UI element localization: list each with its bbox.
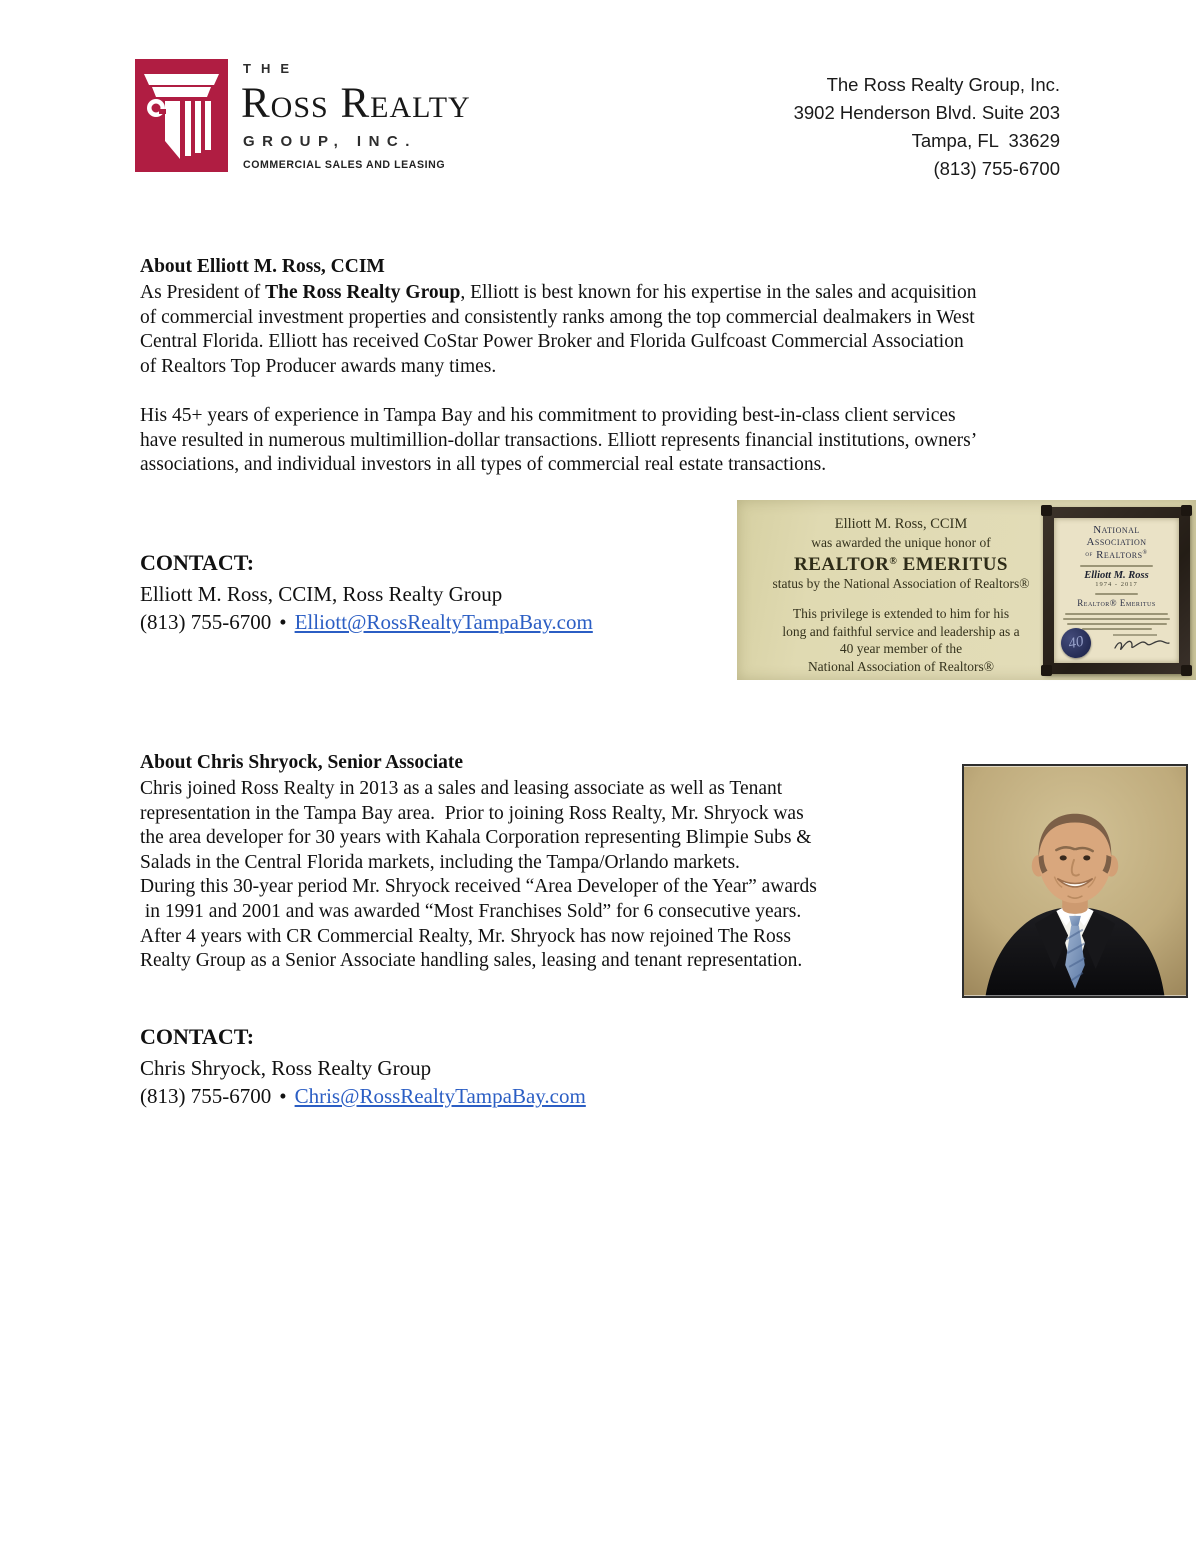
contact-label: CONTACT: bbox=[140, 1024, 255, 1049]
chris-email-link[interactable]: Chris@RossRealtyTampaBay.com bbox=[294, 1084, 586, 1108]
elliott-paragraph-2 bbox=[140, 404, 977, 478]
header-address-block bbox=[794, 71, 1060, 183]
plaque-title-line: REALTOR® EMERITUS bbox=[794, 554, 1008, 575]
plaque-inscription bbox=[743, 516, 1059, 675]
logo-text bbox=[241, 59, 541, 179]
contact-name-line: Elliott M. Ross, CCIM, Ross Realty Group bbox=[140, 582, 503, 606]
text-line: Chris joined Ross Realty in 2013 as a sales and leasing associate as well as Tenant bbox=[140, 778, 783, 799]
contact-phone-email-line bbox=[140, 1082, 586, 1110]
contact-phone: (813) 755-6700 bbox=[140, 1084, 272, 1108]
text-line: of Realtors Top Producer awards many times. bbox=[140, 355, 497, 377]
plaque-line: status by the National Association of Realtors® bbox=[772, 575, 1030, 591]
contact-name-line: Chris Shryock, Ross Realty Group bbox=[140, 1056, 432, 1080]
realtor-emeritus-plaque-photo bbox=[737, 500, 1196, 680]
text-line: representation in the Tampa Bay area. Prior to joining Ross Realty, Mr. Shryock was bbox=[140, 802, 804, 824]
text-line: the area developer for 30 years with Kahala Corporation representing Blimpie Subs & bbox=[140, 827, 812, 849]
contact-phone: (813) 755-6700 bbox=[140, 610, 272, 634]
address-city: Tampa, FL 33629 bbox=[911, 130, 1060, 151]
elliott-paragraph-1 bbox=[140, 281, 976, 379]
frame-corner bbox=[1041, 665, 1052, 676]
text-line: have resulted in numerous multimillion-dollar transactions. Elliott represents financial institutions, owners’ bbox=[140, 429, 978, 451]
frame-corner bbox=[1181, 505, 1192, 516]
chris-shryock-photo bbox=[962, 764, 1188, 998]
text-line: After 4 years with CR Commercial Realty, Mr. Shryock has now rejoined The Ross bbox=[140, 925, 791, 947]
elliott-email-link[interactable]: Elliott@RossRealtyTampaBay.com bbox=[294, 610, 593, 634]
contact-label: CONTACT: bbox=[140, 550, 255, 575]
certificate-name: Elliott M. Ross bbox=[1084, 569, 1149, 581]
fine-print-line bbox=[1080, 565, 1153, 567]
company-logo bbox=[135, 59, 541, 179]
bullet-separator: • bbox=[279, 610, 287, 634]
chris-contact-block bbox=[140, 1023, 586, 1110]
text-line: His 45+ years of experience in Tampa Bay and his commitment to providing best-in-class client services bbox=[140, 405, 956, 426]
text-line: Salads in the Central Florida markets, including the Tampa/Orlando markets. bbox=[140, 851, 740, 873]
logo-company-name: Ross Realty bbox=[241, 80, 471, 127]
plaque-line: long and faithful service and leadership as a bbox=[782, 623, 1020, 639]
plaque-line: This privilege is extended to him for his bbox=[792, 606, 1010, 621]
plaque-line: was awarded the unique honor of bbox=[811, 534, 991, 550]
logo-the: THE bbox=[243, 61, 299, 76]
text-line: Central Florida. Elliott has received CoStar Power Broker and Florida Gulfcoast Commercial Association bbox=[140, 331, 964, 352]
column-icon bbox=[135, 59, 228, 172]
text-line: During this 30-year period Mr. Shryock received “Area Developer of the Year” awards bbox=[140, 876, 817, 898]
fine-print-line bbox=[1095, 593, 1138, 595]
elliott-contact-block bbox=[140, 549, 593, 636]
bullet-separator: • bbox=[279, 1084, 287, 1108]
address-phone: (813) 755-6700 bbox=[933, 158, 1060, 179]
plaque-line: Elliott M. Ross, CCIM bbox=[834, 516, 968, 532]
seal-40-icon: 40 bbox=[1058, 625, 1094, 661]
certificate-title: Realtor® Emeritus bbox=[1077, 597, 1156, 608]
logo-tagline: COMMERCIAL SALES AND LEASING bbox=[243, 159, 446, 171]
certificate-years: 1974 - 2017 bbox=[1095, 580, 1138, 588]
fine-print-line bbox=[1082, 628, 1152, 630]
nar-logo-text: National Association of Realtors® bbox=[1085, 524, 1148, 561]
text-line: associations, and individual investors in all types of commercial real estate transactions. bbox=[140, 454, 827, 475]
framed-certificate bbox=[1043, 507, 1190, 674]
plaque-line: 40 year member of the bbox=[839, 641, 963, 656]
contact-phone-email-line bbox=[140, 608, 593, 636]
elliott-section-heading: About Elliott M. Ross, CCIM bbox=[140, 256, 385, 277]
signature-icon bbox=[1109, 631, 1171, 655]
text-line: in 1991 and 2001 and was awarded “Most Franchises Sold” for 6 consecutive years. bbox=[140, 900, 802, 922]
text-line: of commercial investment properties and consistently ranks among the top commercial dealmakers in West bbox=[140, 306, 975, 328]
frame-corner bbox=[1041, 505, 1052, 516]
text-line: As President of The Ross Realty Group, Elliott is best known for his expertise in the sales and acquisition bbox=[140, 282, 977, 303]
frame-corner bbox=[1181, 665, 1192, 676]
address-company: The Ross Realty Group, Inc. bbox=[826, 74, 1060, 95]
fine-print-line bbox=[1067, 623, 1167, 625]
portrait-illustration bbox=[964, 766, 1186, 996]
certificate-paper bbox=[1054, 518, 1179, 663]
fine-print-line bbox=[1065, 613, 1168, 615]
address-street: 3902 Henderson Blvd. Suite 203 bbox=[793, 102, 1060, 123]
text-line: Realty Group as a Senior Associate handling sales, leasing and tenant representation. bbox=[140, 950, 803, 972]
logo-group-inc: GROUP, INC. bbox=[243, 133, 417, 150]
plaque-line: National Association of Realtors® bbox=[807, 658, 995, 674]
fine-print-line bbox=[1063, 618, 1171, 620]
chris-section-heading: About Chris Shryock, Senior Associate bbox=[140, 752, 464, 773]
chris-paragraph bbox=[140, 777, 817, 974]
